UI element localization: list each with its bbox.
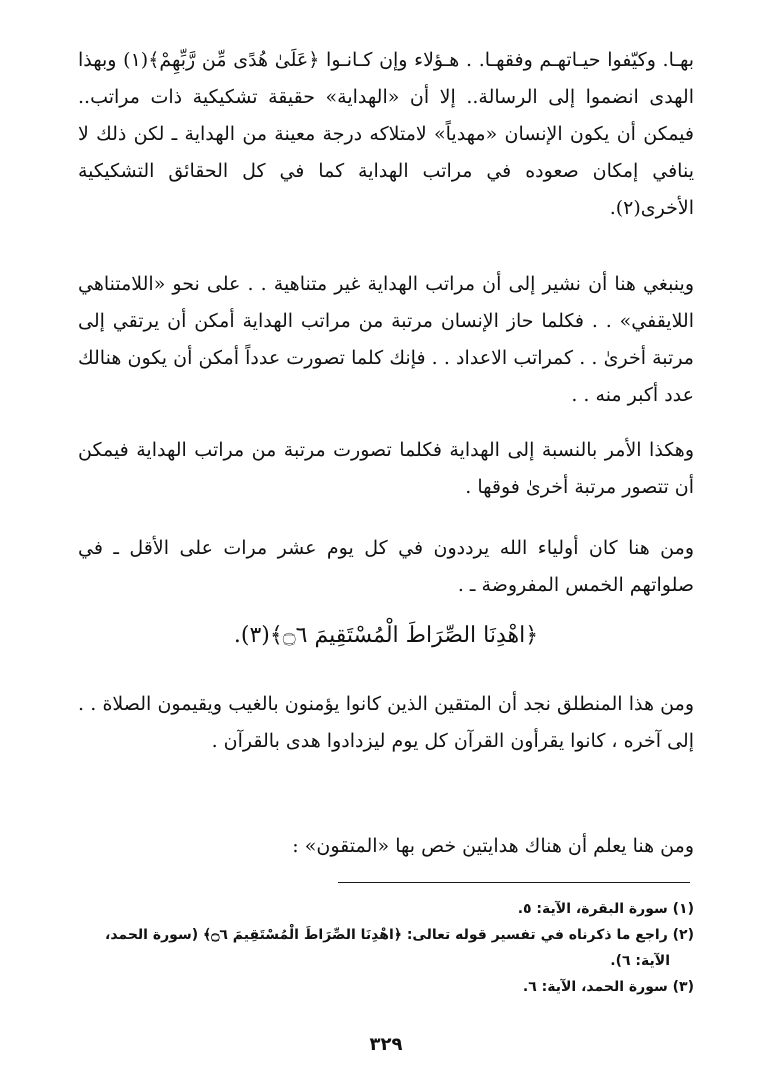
quran-verse: ﴿اهْدِنَا الصِّرَاطَ الْمُسْتَقِيمَ ۝٦﴾(٣). [233,623,539,648]
footnotes [78,896,694,1000]
footnote-1: (١) سورة البقرة، الآية: ٥. [517,901,694,917]
body-paragraph-4: ومن هنا كان أولياء الله يرددون في كل يوم عشر مرات على الأقل ـ في صلواتهم الخمس المفروضة ـ . [78,537,694,596]
body-paragraph-1: بهـا. وكيّفوا حيـاتهـم وفقهـا. . هـؤلاء وإن كـانـوا ﴿عَلَىٰ هُدًى مِّن رَّبِّهِمْ﴾(١) وبهذا الهدى انضموا إلى الرسالة.. إلا أن «الهداية» حقيقة تشكيكية ذات مراتب.. فيمكن أن يكون الإنسان «مهدياً» لامتلاكه درجة معينة من الهداية ـ لكن ذلك لا ينافي إمكان صعوده في مراتب الهداية كما في كل الحقائق التشكيكية الأخرى(٢). [78,49,694,219]
body-paragraph-3: وهكذا الأمر بالنسبة إلى الهداية فكلما تصورت مرتبة من مراتب الهداية فيمكن أن تتصور مرتبة أخرىٰ فوقها . [78,439,694,498]
footnote-2-line-1: (٢) راجع ما ذكرناه في تفسير قوله تعالى: ﴿اهْدِنَا الصِّرَاطَ الْمُسْتَقِيمَ ۝٦﴾ (سورة الحمد، [105,927,694,943]
footnote-3: (٣) سورة الحمد، الآية: ٦. [522,979,694,995]
body-paragraph-6: ومن هنا يعلم أن هناك هدايتين خص بها «المتقون» : [292,835,694,857]
body-paragraph-5: ومن هذا المنطلق نجد أن المتقين الذين كانوا يؤمنون بالغيب ويقيمون الصلاة . . إلى آخره ، كانوا يقرأون القرآن كل يوم ليزدادوا هدى بالقرآن . [78,693,694,752]
footnote-divider [338,882,690,883]
footnote-2-line-2: الآية: ٦). [610,953,670,969]
body-paragraph-2: وينبغي هنا أن نشير إلى أن مراتب الهداية غير متناهية . . على نحو «اللامتناهي اللايقفي» . . فكلما حاز الإنسان مرتبة من مراتب الهداية أمكن أن يرتقي إلى مرتبة أخرىٰ . . كمراتب الاعداد . . فإنك كلما تصورت عدداً أمكن أن يكون هنالك عدد أكبر منه . . [78,273,694,406]
page-number: ٣٢٩ [369,1034,403,1055]
